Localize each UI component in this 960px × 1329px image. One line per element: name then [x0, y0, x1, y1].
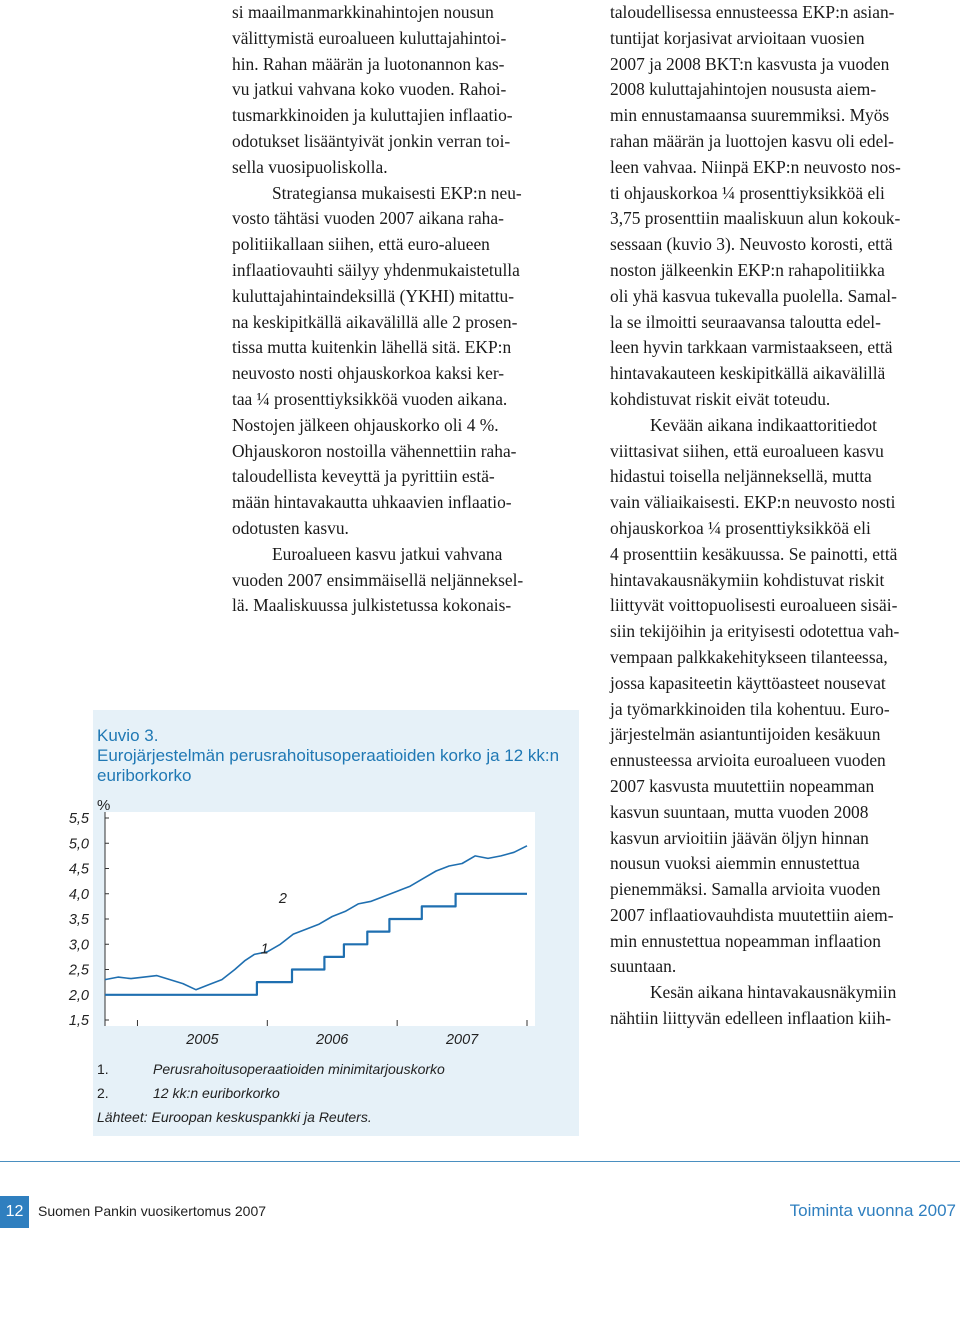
text-line: Kevään aikana indikaattoritiedot	[650, 414, 877, 435]
text-line: odotusten kasvu.	[232, 517, 349, 538]
text-line: taa ¼ prosenttiyksikköä vuoden aikana.	[232, 388, 508, 409]
series-label: 2	[278, 890, 287, 907]
text-line: vuoden 2007 ensimmäisellä neljänneksel-	[232, 569, 524, 590]
text-line: leen vahvaa. Niinpä EKP:n neuvosto nos-	[610, 156, 901, 177]
paragraph	[232, 181, 574, 542]
text-line: tissa mutta kuitenkin lähellä sitä. EKP:n	[232, 337, 512, 358]
y-tick-label: 4,5	[68, 861, 89, 878]
paragraph	[232, 542, 574, 619]
text-line: nousun vuoksi aiemmin ennustettua	[610, 853, 860, 874]
text-line: leen hyvin tarkkaan varmistaakseen, että	[610, 337, 893, 358]
text-line: noston jälkeenkin EKP:n rahapolitiikka	[610, 259, 885, 280]
text-line: liittyvät voittopuolisesti euroalueen sisäi-	[610, 595, 898, 616]
text-line: si maailmanmarkkinahintojen nousun	[232, 2, 494, 22]
text-line: Ohjauskoron nostoilla vähennettiin raha-	[232, 440, 517, 461]
section-title: Toiminta vuonna 2007	[789, 1201, 956, 1220]
text-line: 2007 kasvusta muutettiin nopeamman	[610, 775, 875, 796]
y-tick-label: 5,5	[68, 811, 89, 827]
text-line: hin. Rahan määrän ja luotonannon kas-	[232, 53, 505, 74]
text-line: ohjauskorkoa ¼ prosenttiyksikköä eli	[610, 517, 871, 538]
text-line: na keskipitkällä aikavälillä alle 2 prosen-	[232, 311, 518, 332]
text-line: taloudellista keveyttä ja pyrittiin estä-	[232, 466, 495, 487]
text-line: Kesän aikana hintavakausnäkymiin	[650, 982, 897, 1003]
body-text-column-right	[610, 0, 950, 1032]
text-line: 2007 inflaatiovauhdista muutettiin aiem-	[610, 904, 894, 925]
text-line: lä. Maaliskuussa julkistetussa kokonais-	[232, 595, 512, 616]
text-line: tuntijat korjasivat arvioitaan vuosien	[610, 27, 865, 48]
text-line: vu jatkui vahvana koko vuoden. Rahoi-	[232, 79, 507, 100]
text-line: 2007 ja 2008 BKT:n kasvusta ja vuoden	[610, 53, 890, 74]
figure-box	[68, 710, 579, 1136]
paragraph	[232, 0, 574, 181]
legend-item	[97, 1084, 280, 1102]
text-line: hintavakauteen keskipitkällä aikavälillä	[610, 363, 886, 384]
x-tick-label: 2006	[316, 1032, 349, 1048]
legend-label: 12 kk:n euriborkorko	[153, 1085, 280, 1101]
text-line: hintavakausnäkymiin kohdistuvat riskit	[610, 569, 885, 590]
text-line: kuluttajahintaindeksillä (YKHI) mitattu-	[232, 285, 515, 306]
figure-source: Lähteet: Euroopan keskuspankki ja Reuters.	[97, 1109, 372, 1125]
footer-divider	[0, 1161, 960, 1162]
paragraph	[610, 980, 950, 1032]
text-line: siin tekijöihin ja erityisesti odotettua vah-	[610, 621, 900, 642]
text-line: 2008 kuluttajahintojen noususta aiem-	[610, 79, 877, 100]
text-line: kasvun suuntaan, mutta vuoden 2008	[610, 801, 869, 822]
figure-label: Kuvio 3.	[97, 726, 159, 745]
legend-number: 1.	[97, 1061, 109, 1077]
x-tick-label: 2007	[445, 1032, 479, 1048]
text-line: jossa kapasiteetin käyttöasteet nousevat	[610, 672, 886, 693]
page-number: 12	[0, 1196, 29, 1228]
text-line: min ennustettua nopeamman inflaation	[610, 930, 881, 951]
text-line: rahan määrän ja luottojen kasvu oli edel-	[610, 130, 894, 151]
y-tick-label: 3,0	[68, 937, 89, 954]
text-line: min ennustamaansa suuremmiksi. Myös	[610, 105, 890, 126]
text-line: 4 prosenttiin kesäkuussa. Se painotti, että	[610, 543, 898, 564]
legend-item	[97, 1060, 445, 1078]
text-line: Strategiansa mukaisesti EKP:n neu-	[272, 182, 522, 203]
series-label: 1	[260, 941, 269, 958]
y-tick-label: 1,5	[68, 1013, 89, 1029]
figure-title: Eurojärjestelmän perusrahoitusoperaatioiden korko ja 12 kk:n euriborkorko	[97, 746, 560, 785]
text-line: vempaan palkkakehitykseen tilanteessa,	[610, 646, 888, 667]
paragraph	[610, 413, 950, 981]
text-line: Euroalueen kasvu jatkui vahvana	[272, 543, 503, 564]
text-line: sessaan (kuvio 3). Neuvosto korosti, että	[610, 234, 893, 255]
text-line: oli yhä kasvua tukevalla puolella. Samal-	[610, 285, 897, 306]
legend-number: 2.	[97, 1085, 109, 1101]
text-line: nähtiin liittyvän edelleen inflaation kiih-	[610, 1008, 892, 1029]
y-tick-label: 3,5	[68, 912, 89, 928]
y-tick-label: 5,0	[68, 836, 89, 853]
text-line: sella vuosipuoliskolla.	[232, 156, 388, 177]
y-tick-label: 2,5	[68, 962, 89, 979]
text-line: 3,75 prosenttiin maaliskuun alun kokouk-	[610, 208, 901, 229]
text-line: vosto tähtäsi vuoden 2007 aikana raha-	[232, 208, 504, 229]
body-text-column-middle	[232, 0, 574, 619]
line-chart	[68, 710, 579, 1060]
text-line: mään hintavakautta uhkaavien inflaatio-	[232, 492, 512, 513]
text-line: taloudellisessa ennusteessa EKP:n asian-	[610, 2, 895, 22]
paragraph	[610, 0, 950, 413]
text-line: kohdistuvat riskit eivät toteudu.	[610, 388, 831, 409]
y-axis-unit-label: %	[97, 797, 111, 814]
text-line: Nostojen jälkeen ohjauskorko oli 4 %.	[232, 414, 499, 435]
text-line: vain väliaikaisesti. EKP:n neuvosto nosti	[610, 492, 896, 513]
text-line: ti ohjauskorkoa ¼ prosenttiyksikköä eli	[610, 182, 885, 203]
y-tick-label: 2,0	[68, 987, 89, 1004]
text-line: ja työmarkkinoiden tila kohentuu. Euro-	[610, 698, 890, 719]
text-line: neuvosto nosti ohjauskorkoa kaksi ker-	[232, 363, 505, 384]
text-line: pienemmäksi. Samalla arvioita vuoden	[610, 879, 881, 900]
text-line: la se ilmoitti seuraavansa taloutta edel-	[610, 311, 881, 332]
text-line: välittymistä euroalueen kuluttajahintoi-	[232, 27, 507, 48]
text-line: viittasivat siihen, että euroalueen kasvu	[610, 440, 884, 461]
y-tick-label: 4,0	[68, 886, 89, 903]
publication-title: Suomen Pankin vuosikertomus 2007	[38, 1203, 267, 1219]
text-line: politiikallaan siihen, että euro-alueen	[232, 234, 490, 255]
text-line: hidastui toisella neljänneksellä, mutta	[610, 466, 872, 487]
text-line: kasvun arvioitiin jäävän öljyn hinnan	[610, 827, 869, 848]
text-line: odotukset lisääntyivät jonkin verran toi-	[232, 130, 511, 151]
text-line: inflaatiovauhti säilyy yhdenmukaistetulla	[232, 259, 520, 280]
text-line: järjestelmän asiantuntijoiden kesäkuun	[610, 724, 881, 745]
text-line: suuntaan.	[610, 956, 677, 977]
legend-label: Perusrahoitusoperaatioiden minimitarjouskorko	[153, 1061, 445, 1077]
x-tick-label: 2005	[186, 1032, 219, 1048]
text-line: ennusteessa arvioita euroalueen vuoden	[610, 750, 886, 771]
text-line: tusmarkkinoiden ja kuluttajien inflaatio-	[232, 105, 513, 126]
